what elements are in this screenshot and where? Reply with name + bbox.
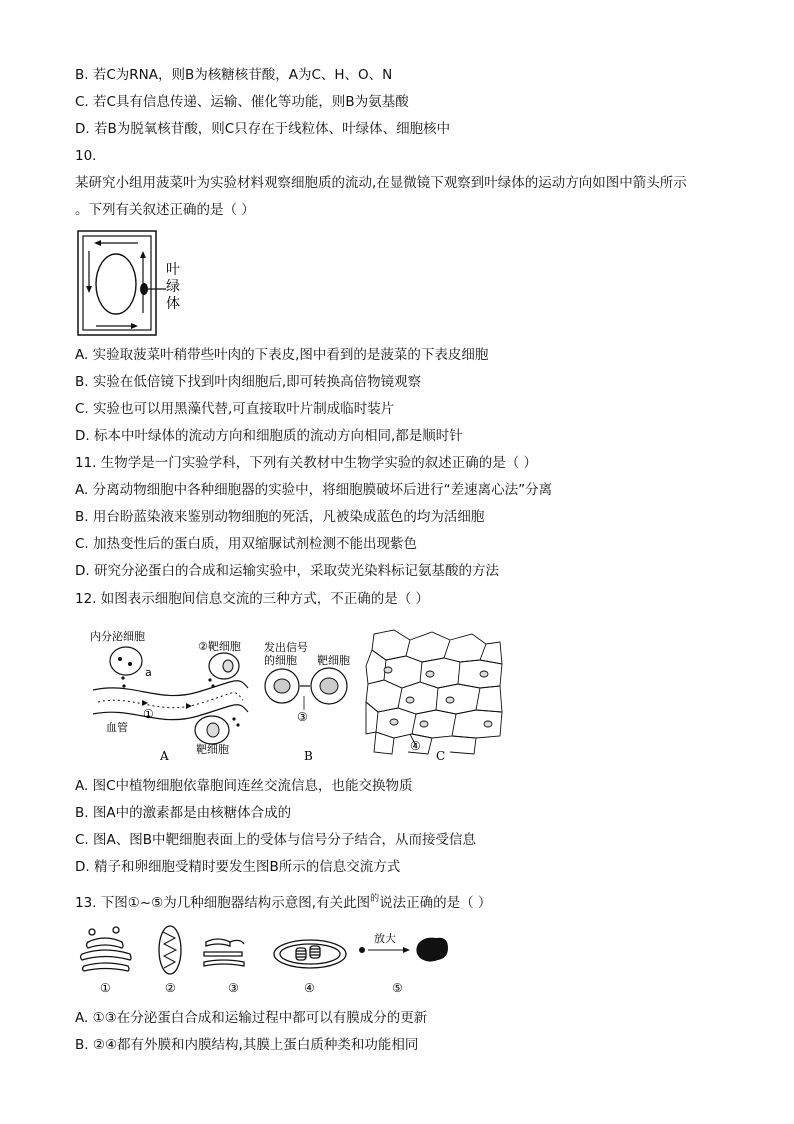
q10-option-b: B. 实验在低倍镜下找到叶肉细胞后,即可转换高倍物镜观察 bbox=[75, 374, 422, 390]
q12-figure bbox=[88, 626, 508, 766]
arrow-left-icon bbox=[94, 240, 101, 246]
chloroplast bbox=[140, 283, 148, 295]
q11-option-b: B. 用台盼蓝染液来鉴别动物细胞的死活，凡被染成蓝色的均为活细胞 bbox=[75, 509, 485, 525]
q13-stem-small: 的 bbox=[370, 894, 380, 904]
organelle-4-chloroplast bbox=[274, 940, 346, 968]
q13-stem-start: 13. 下图①~⑤为几种细胞器结构示意图,有关此图 bbox=[75, 895, 371, 911]
q12-option-a: A. 图C中植物细胞依靠胞间连丝交流信息，也能交换物质 bbox=[75, 778, 413, 794]
q13-stem-end: 说法正确的是（ ） bbox=[379, 895, 492, 911]
q13-stem bbox=[75, 889, 491, 913]
cell-wall-outer bbox=[78, 231, 156, 335]
q10-option-a: A. 实验取菠菜叶稍带些叶肉的下表皮,图中看到的是菠菜的下表皮细胞 bbox=[75, 347, 489, 363]
q11-option-d: D. 研究分泌蛋白的合成和运输实验中，采取荧光染料标记氨基酸的方法 bbox=[75, 563, 499, 579]
q10-option-d: D. 标本中叶绿体的流动方向和细胞质的流动方向相同,都是顺时针 bbox=[75, 428, 463, 444]
zoom-arrow-icon bbox=[403, 947, 410, 953]
figure-b bbox=[264, 640, 350, 763]
figure-a bbox=[90, 629, 248, 763]
caption-b: B bbox=[304, 749, 313, 763]
label-sender-1: 发出信号 bbox=[264, 641, 308, 654]
q11-stem: 11. 生物学是一门实验学科，下列有关教材中生物学实验的叙述正确的是（ ） bbox=[75, 455, 538, 471]
q12-stem: 12. 如图表示细胞间信息交流的三种方式，不正确的是（ ） bbox=[75, 591, 430, 607]
q10-number: 10. bbox=[75, 148, 97, 164]
label-zoom: 放大 bbox=[374, 932, 396, 945]
vessel-wall-top bbox=[93, 681, 248, 696]
label-organelle-4: ④ bbox=[304, 981, 315, 995]
q13-organelles-figure bbox=[78, 920, 458, 1000]
flow-arrow-icon bbox=[142, 700, 148, 706]
label-ti: 体 bbox=[166, 296, 180, 312]
label-circle-4: ④ bbox=[410, 739, 421, 753]
label-organelle-3: ③ bbox=[228, 981, 239, 995]
label-ye: 叶 bbox=[166, 262, 180, 278]
organelle-3-er bbox=[204, 939, 244, 966]
label-target-cell-b: 靶细胞 bbox=[317, 654, 350, 667]
caption-a: A bbox=[160, 749, 169, 763]
flow-arrow-icon-2 bbox=[186, 703, 192, 709]
vacuole bbox=[96, 254, 136, 314]
label-organelle-2: ② bbox=[165, 981, 176, 995]
label-sender-2: 的细胞 bbox=[264, 654, 297, 667]
label-a: a bbox=[145, 666, 152, 679]
ribosome-shape bbox=[416, 938, 448, 962]
label-circle-1: ① bbox=[143, 707, 154, 721]
q12-option-b: B. 图A中的激素都是由核糖体合成的 bbox=[75, 805, 292, 821]
figure-c bbox=[366, 630, 502, 754]
q10-stem-line2: 。下列有关叙述正确的是（ ） bbox=[75, 202, 255, 218]
q13-option-a: A. ①③在分泌蛋白合成和运输过程中都可以有膜成分的更新 bbox=[75, 1010, 428, 1026]
arrow-right-icon bbox=[131, 323, 138, 329]
q10-cell-figure bbox=[76, 229, 196, 339]
organelle-5-ribosome bbox=[359, 931, 448, 962]
q12-option-c: C. 图A、图B中靶细胞表面上的受体与信号分子结合，从而接受信息 bbox=[75, 832, 477, 848]
q10-stem-line1: 某研究小组用菠菜叶为实验材料观察细胞质的流动,在显微镜下观察到叶绿体的运动方向如图中箭头所示 bbox=[75, 175, 687, 191]
label-target-cell-top: ②靶细胞 bbox=[198, 640, 241, 653]
q11-option-c: C. 加热变性后的蛋白质，用双缩脲试剂检测不能出现紫色 bbox=[75, 536, 418, 552]
label-organelle-5: ⑤ bbox=[392, 981, 403, 995]
label-circle-3: ③ bbox=[297, 710, 308, 724]
label-vessel: 血管 bbox=[106, 721, 128, 734]
label-organelle-1: ① bbox=[100, 981, 111, 995]
q11-option-a: A. 分离动物细胞中各种细胞器的实验中，将细胞膜破坏后进行“差速离心法”分离 bbox=[75, 482, 553, 498]
label-target-cell-bottom: 靶细胞 bbox=[196, 743, 229, 756]
organelle-1-golgi bbox=[81, 927, 132, 971]
arrow-down-icon bbox=[86, 286, 92, 293]
caption-c: C bbox=[436, 749, 446, 763]
q12-option-d: D. 精子和卵细胞受精时要发生图B所示的信息交流方式 bbox=[75, 859, 401, 875]
cell-wall-inner bbox=[83, 236, 151, 330]
q9-option-b: B. 若C为RNA，则B为核糖核苷酸，A为C、H、O、N bbox=[75, 67, 393, 83]
endocrine-cell bbox=[110, 647, 142, 675]
q9-option-d: D. 若B为脱氧核苷酸，则C只存在于线粒体、叶绿体、细胞核中 bbox=[75, 121, 451, 137]
label-endocrine-cell: 内分泌细胞 bbox=[90, 630, 145, 643]
q10-option-c: C. 实验也可以用黑藻代替,可直接取叶片制成临时装片 bbox=[75, 401, 395, 417]
label-lv: 绿 bbox=[166, 279, 180, 295]
q9-option-c: C. 若C具有信息传递、运输、催化等功能，则B为氨基酸 bbox=[75, 94, 409, 110]
vessel-wall-bottom bbox=[93, 705, 248, 720]
organelle-2-mitochondrion bbox=[159, 926, 181, 974]
arrow-up-icon bbox=[140, 251, 146, 258]
q13-option-b: B. ②④都有外膜和内膜结构,其膜上蛋白质种类和功能相同 bbox=[75, 1037, 419, 1053]
